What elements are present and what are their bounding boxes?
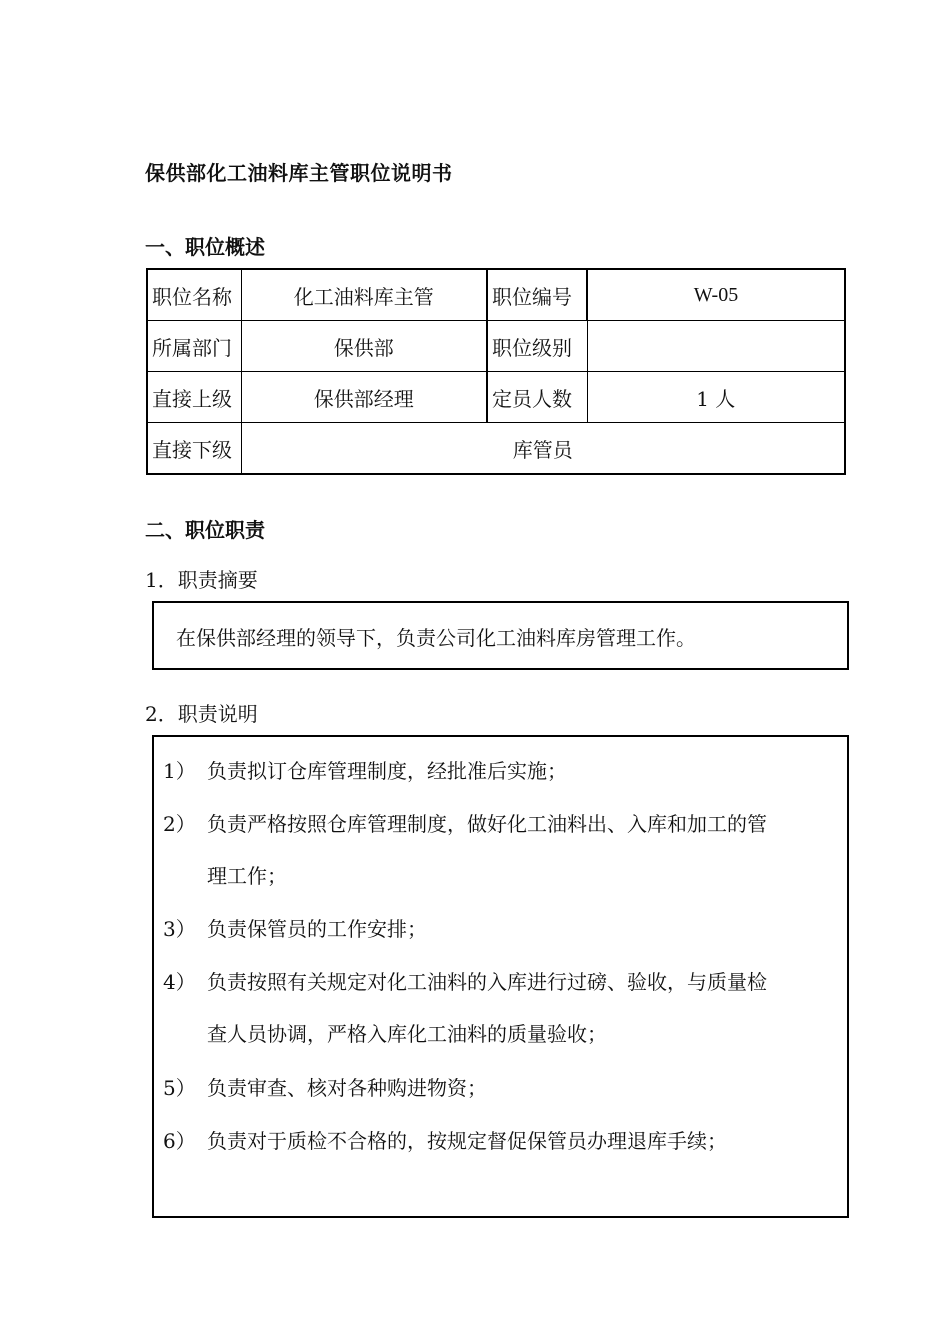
subsection-heading-duty-details: 2．职责说明 (145, 702, 258, 726)
list-item (163, 1115, 843, 1167)
section-heading-duties: 二、职位职责 (145, 518, 265, 542)
list-item-number: 4） (163, 970, 196, 994)
cell-label: 定员人数 (487, 372, 587, 423)
cell-value: 保供部 (241, 321, 487, 372)
duties-box (152, 735, 849, 1218)
list-item-text: 负责对于质检不合格的，按规定督促保管员办理退库手续； (207, 1129, 727, 1153)
list-item-number: 1） (163, 759, 196, 783)
cell-label: 直接上级 (147, 372, 241, 423)
cell-value (587, 321, 845, 372)
list-item-text: 负责审查、核对各种购进物资； (207, 1076, 487, 1100)
cell-label: 职位编号 (487, 269, 587, 321)
cell-label: 职位级别 (487, 321, 587, 372)
cell-label: 所属部门 (147, 321, 241, 372)
table-row (147, 423, 845, 475)
list-item-text: 负责按照有关规定对化工油料的入库进行过磅、验收，与质量检 (207, 970, 767, 994)
list-item-text: 负责严格按照仓库管理制度，做好化工油料出、入库和加工的管 (207, 812, 767, 836)
overview-table (146, 268, 846, 475)
list-item (163, 745, 843, 797)
list-item (163, 903, 843, 955)
summary-box (152, 601, 849, 670)
list-item-number: 3） (163, 917, 196, 941)
list-item-text: 查人员协调，严格入库化工油料的质量验收； (207, 1022, 607, 1046)
list-item-number: 6） (163, 1129, 196, 1153)
list-item-text: 理工作； (207, 864, 287, 888)
list-item-number: 5） (163, 1076, 196, 1100)
list-item-text: 负责保管员的工作安排； (207, 917, 427, 941)
section-heading-overview: 一、职位概述 (145, 235, 265, 259)
cell-value: W-05 (587, 269, 845, 321)
cell-label: 直接下级 (147, 423, 241, 475)
list-item-text: 负责拟订仓库管理制度，经批准后实施； (207, 759, 567, 783)
subsection-heading-summary: 1．职责摘要 (145, 568, 258, 592)
table-row (147, 372, 845, 423)
page-title: 保供部化工油料库主管职位说明书 (145, 161, 453, 185)
list-item (163, 956, 843, 1060)
table-row (147, 321, 845, 372)
summary-text: 在保供部经理的领导下，负责公司化工油料库房管理工作。 (176, 626, 696, 650)
cell-value: 1 人 (587, 372, 845, 423)
cell-label: 职位名称 (147, 269, 241, 321)
list-item (163, 1062, 843, 1114)
table-row (147, 269, 845, 321)
list-item (163, 798, 843, 902)
cell-value: 化工油料库主管 (241, 269, 487, 321)
cell-value: 库管员 (241, 423, 845, 475)
cell-value: 保供部经理 (241, 372, 487, 423)
list-item-number: 2） (163, 812, 196, 836)
